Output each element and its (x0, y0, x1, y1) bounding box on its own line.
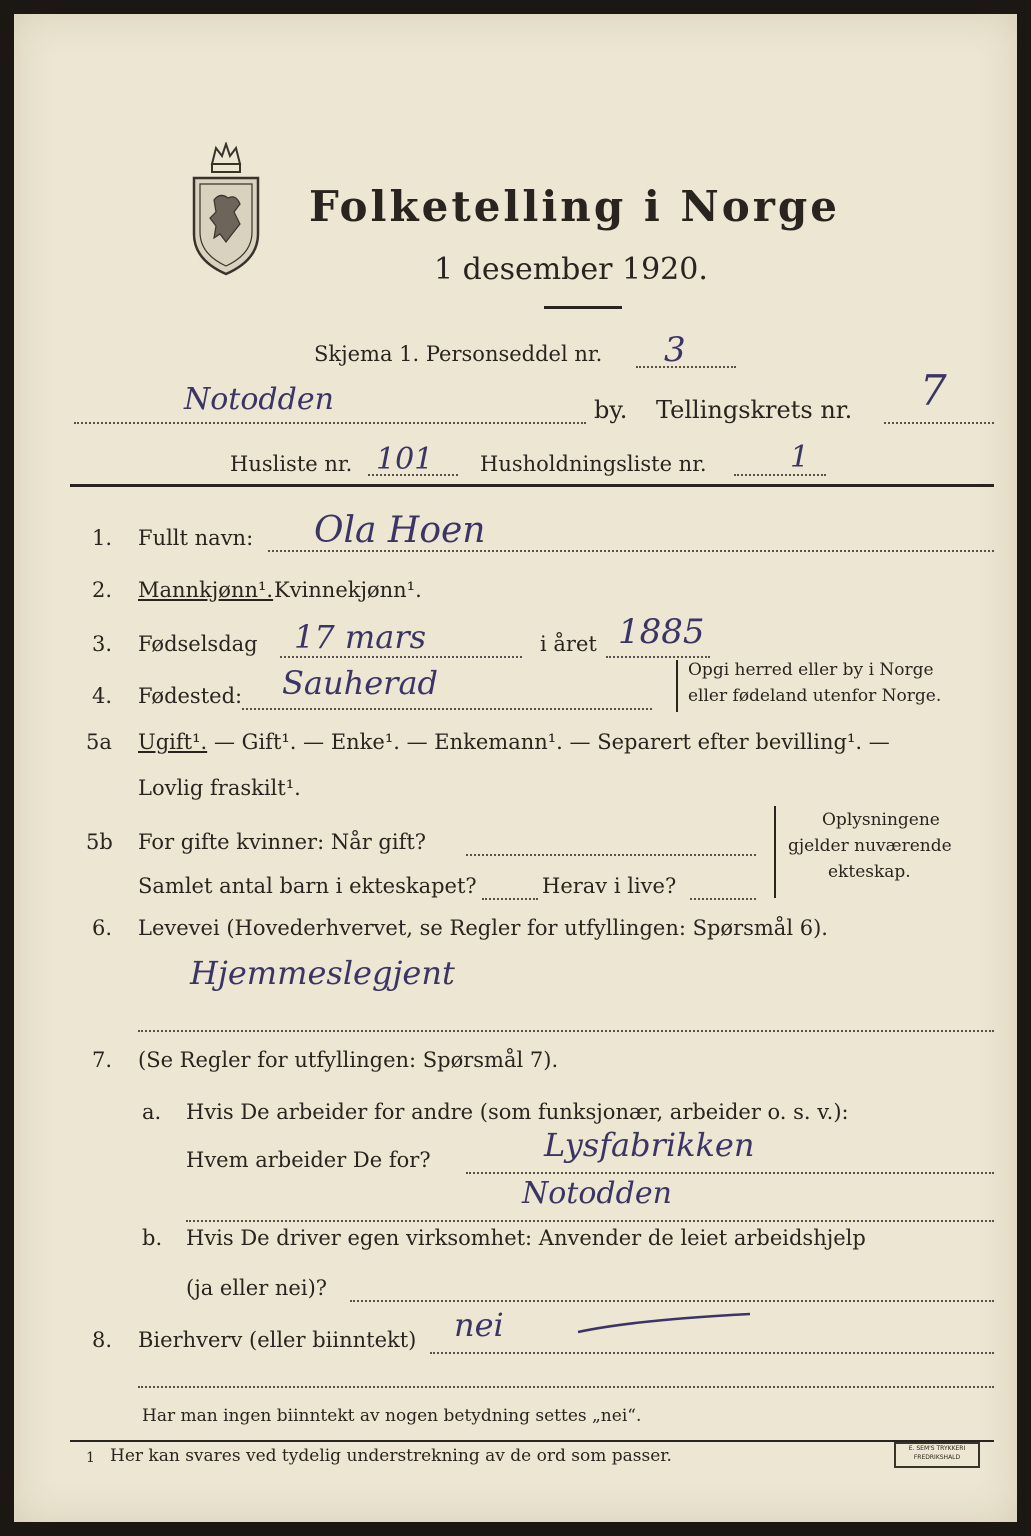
by-label: by. (594, 396, 628, 424)
q4-place-value: Sauherad (282, 664, 439, 702)
coat-of-arms-icon (186, 142, 266, 277)
q3-label: Fødselsdag (138, 632, 258, 656)
skjema-value: 3 (664, 330, 686, 370)
q7a-label: Hvis De arbeider for andre (som funksjonær, arbeider o. s. v.): (186, 1100, 849, 1124)
header-rule (70, 484, 994, 487)
q8-number: 8. (92, 1328, 113, 1352)
q8-value: nei (454, 1306, 504, 1344)
q4-number: 4. (92, 684, 113, 708)
q3-date-field-line (280, 656, 522, 658)
q4-note-line2: eller fødeland utenfor Norge. (688, 686, 942, 706)
husliste-label: Husliste nr. (230, 452, 353, 476)
q1-number: 1. (92, 526, 113, 550)
q5b-note-line2: gjelder nuværende (788, 836, 952, 856)
husholdning-value: 1 (790, 440, 810, 475)
q1-label: Fullt navn: (138, 526, 254, 550)
title-divider (544, 306, 622, 309)
place-value: Notodden (184, 382, 334, 417)
q3-number: 3. (92, 632, 113, 656)
q5b-note-line1: Oplysningene (822, 810, 940, 830)
q3-year-label: i året (540, 632, 597, 656)
footnote-number: 1 (86, 1450, 95, 1466)
q2-female-option: Kvinnekjønn¹. (274, 578, 422, 602)
q7b-field-line (350, 1300, 994, 1302)
q1-name-value: Ola Hoen (314, 510, 486, 551)
q7a-number: a. (142, 1100, 162, 1124)
q6-occupation-value: Hjemmeslegjent (190, 954, 455, 992)
q5a-line2: Lovlig fraskilt¹. (138, 776, 301, 800)
census-date: 1 desember 1920. (434, 252, 708, 287)
q7a-employer-value: Lysfabrikken (544, 1126, 755, 1164)
q3-year-value: 1885 (618, 612, 705, 652)
q6-number: 6. (92, 916, 113, 940)
q8-field-line (430, 1352, 994, 1354)
q7b-label: Hvis De driver egen virksomhet: Anvender de leiet arbeidshjelp (186, 1226, 866, 1250)
q6-field-line (138, 1030, 994, 1032)
q7-label: (Se Regler for utfyllingen: Spørsmål 7). (138, 1048, 559, 1072)
q8-label: Bierhverv (eller biinntekt) (138, 1328, 417, 1352)
q5a-ugift-option: Ugift¹. (138, 730, 208, 754)
q8-field-line2 (138, 1386, 994, 1388)
q3-year-field-line (606, 656, 710, 658)
q3-date-value: 17 mars (294, 618, 427, 656)
form-title: Folketelling i Norge (309, 182, 841, 231)
q5a-other-options: — Gift¹. — Enke¹. — Enkemann¹. — Separert efter bevilling¹. — (214, 730, 890, 754)
q5b-children-field-line (482, 898, 538, 900)
husliste-value: 101 (376, 442, 434, 477)
q4-label: Fødested: (138, 684, 243, 708)
q7a-question: Hvem arbeider De for? (186, 1148, 431, 1172)
skjema-field-line (636, 366, 736, 368)
q7b-question: (ja eller nei)? (186, 1276, 328, 1300)
tellingskrets-value: 7 (920, 366, 947, 415)
q5a-number: 5a (86, 730, 112, 754)
q4-field-line (242, 708, 652, 710)
q5b-label-children: Samlet antal barn i ekteskapet? (138, 874, 477, 898)
q7b-number: b. (142, 1226, 163, 1250)
q4-note-line1: Opgi herred eller by i Norge (688, 660, 934, 680)
tellingskrets-field-line (884, 422, 994, 424)
printer-stamp: E. SEM'S TRYKKERI FREDRIKSHALD (894, 1442, 980, 1468)
husholdning-field-line (734, 474, 826, 476)
q7a-employer-place-value: Notodden (522, 1176, 672, 1211)
q6-label: Levevei (Hovederhvervet, se Regler for utfyllingen: Spørsmål 6). (138, 916, 828, 940)
footnote-text: Her kan svares ved tydelig understrekning av de ord som passer. (110, 1446, 672, 1466)
q7a-field-line1 (466, 1172, 994, 1174)
q5b-number: 5b (86, 830, 113, 854)
q2-number: 2. (92, 578, 113, 602)
q5b-note-bracket (774, 806, 776, 898)
q5b-label-alive: Herav i live? (542, 874, 677, 898)
husholdning-label: Husholdningsliste nr. (480, 452, 707, 476)
q5b-married-field-line (466, 854, 756, 856)
q4-note-bracket (676, 660, 678, 712)
q2-male-option: Mannkjønn¹. (138, 578, 274, 602)
footer-note: Har man ingen biinntekt av nogen betydning settes „nei“. (142, 1406, 642, 1426)
place-field-line (74, 422, 586, 424)
q5b-alive-field-line (690, 898, 756, 900)
q5b-note-line3: ekteskap. (828, 862, 911, 882)
q8-dash-stroke (574, 1310, 754, 1340)
tellingskrets-label: Tellingskrets nr. (656, 396, 853, 424)
form-page (14, 14, 1017, 1522)
q7-number: 7. (92, 1048, 113, 1072)
q7a-field-line2 (186, 1220, 994, 1222)
skjema-label: Skjema 1. Personseddel nr. (314, 342, 603, 366)
footer-rule (70, 1440, 994, 1442)
q5b-label-married: For gifte kvinner: Når gift? (138, 830, 427, 854)
